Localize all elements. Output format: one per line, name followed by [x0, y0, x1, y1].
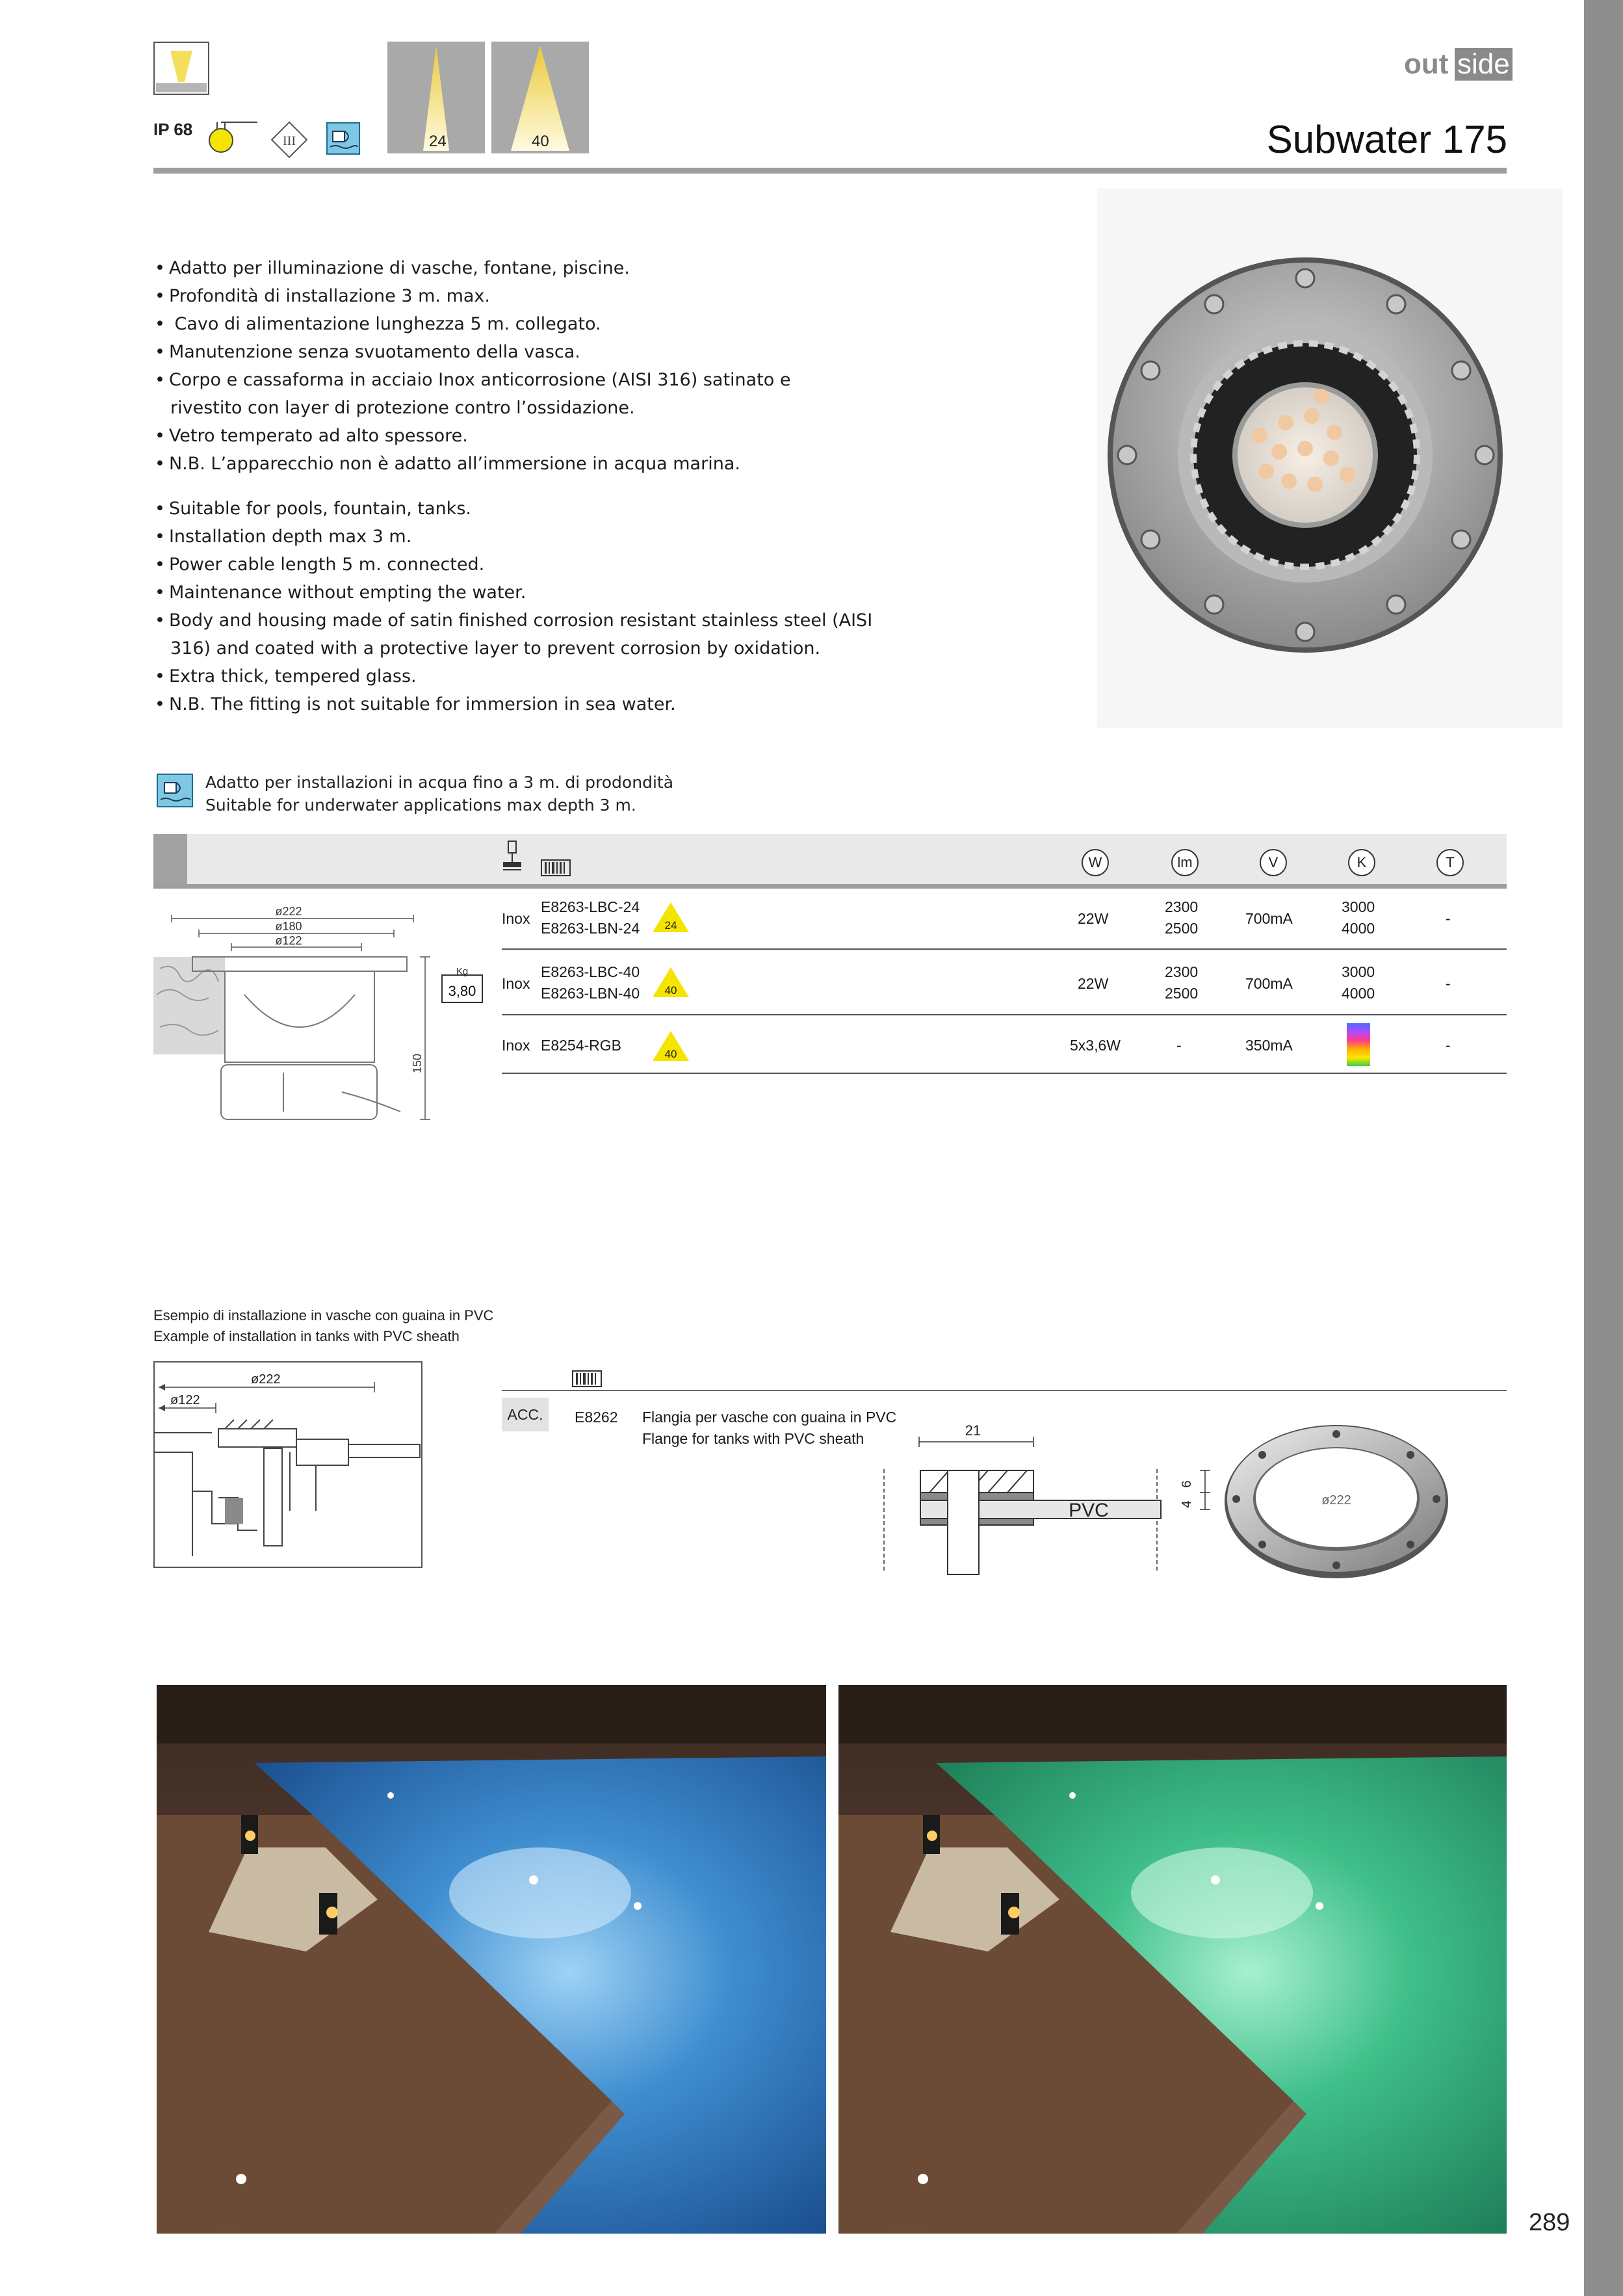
- weight-value: 3,80: [448, 983, 476, 999]
- material-icon: [500, 840, 525, 876]
- row1-watt: 22W: [1078, 910, 1109, 927]
- beam-24-label: 24: [429, 133, 447, 150]
- table-header-marker: [153, 834, 187, 884]
- acc-barcode-icon: [572, 1370, 602, 1387]
- weight-unit: Kg: [456, 966, 469, 977]
- row1-current: 700mA: [1245, 910, 1293, 927]
- accessory-desc-en: Flange for tanks with PVC sheath: [642, 1430, 864, 1447]
- accessory-desc: [642, 1407, 896, 1450]
- svg-text:III: III: [283, 134, 296, 148]
- row1-lumen-a: 2300: [1165, 898, 1199, 915]
- feature-en-1: • Suitable for pools, fountain, tanks.: [155, 495, 1000, 523]
- feature-it-2: • Profondità di installazione 3 m. max.: [155, 282, 805, 310]
- beam-40-box: [491, 42, 589, 153]
- row1-kelvin-b: 4000: [1342, 920, 1375, 937]
- row1-kelvin-a: 3000: [1342, 898, 1375, 915]
- table-header-rule: [153, 884, 1507, 889]
- pool-photo-blue: [157, 1685, 826, 2234]
- accessory-desc-it: Flangia per vasche con guaina in PVC: [642, 1409, 897, 1426]
- row2-code-a: E8263-LBC-40: [541, 963, 640, 980]
- install-d-outer: ø222: [251, 1372, 281, 1387]
- flange-dim-h2: 4: [1180, 1500, 1194, 1508]
- row3-current: 350mA: [1245, 1037, 1293, 1054]
- row1-code-b: E8263-LBN-24: [541, 920, 640, 937]
- feature-en-5: • Body and housing made of satin finished corrosion resistant stainless steel (AISI 316) and coated with a protective layer to prevent corrosion by oxidation.: [155, 607, 898, 662]
- features-italian: [155, 254, 805, 478]
- ip-rating: IP 68: [153, 120, 193, 139]
- row2-lumen-a: 2300: [1165, 963, 1199, 980]
- feature-it-6: • Vetro temperato ad alto spessore.: [155, 422, 805, 450]
- barcode-icon: [541, 859, 571, 876]
- flange-diameter: ø222: [1321, 1493, 1351, 1507]
- underwater-note-en: Suitable for underwater applications max depth 3 m.: [205, 796, 636, 815]
- row3-temp: -: [1446, 1037, 1451, 1054]
- feature-it-7: • N.B. L’apparecchio non è adatto all’immersione in acqua marina.: [155, 450, 805, 478]
- beam-24-box: [387, 42, 485, 153]
- header-rule: [153, 168, 1507, 174]
- installation-caption: [153, 1305, 493, 1347]
- installation-caption-en: Example of installation in tanks with PVC sheath: [153, 1328, 460, 1344]
- row2-lumen-b: 2500: [1165, 985, 1199, 1002]
- feature-en-6: • Extra thick, tempered glass.: [155, 662, 1000, 690]
- row1-lumen-b: 2500: [1165, 920, 1199, 937]
- feature-en-4: • Maintenance without empting the water.: [155, 579, 1000, 607]
- flange-dim-width: 21: [965, 1422, 981, 1439]
- row1-beam-badge: [651, 901, 690, 933]
- accessory-code: E8262: [575, 1409, 618, 1426]
- beam-40-label: 40: [532, 133, 549, 150]
- row2-kelvin-b: 4000: [1342, 985, 1375, 1002]
- accessory-label: ACC.: [502, 1398, 549, 1431]
- brand-out: out: [1404, 48, 1449, 80]
- header-lumen: lm: [1171, 849, 1199, 876]
- row1-rule: [502, 948, 1507, 950]
- install-d-inner: ø122: [170, 1393, 200, 1407]
- feature-en-3: • Power cable length 5 m. connected.: [155, 551, 1000, 579]
- row2-beam-badge: [651, 966, 690, 998]
- feature-it-4: • Manutenzione senza svuotamento della vasca.: [155, 338, 805, 366]
- row2-rule: [502, 1014, 1507, 1015]
- feature-it-5: • Corpo e cassaforma in acciaio Inox anticorrosione (AISI 316) satinato e rivestito con layer di protezione contro l’ossidazione.: [155, 366, 794, 422]
- rgb-color-swatch: [1347, 1023, 1370, 1066]
- row3-beam-badge: [651, 1030, 690, 1062]
- pool-photo-green: [838, 1685, 1507, 2234]
- row1-code-a: E8263-LBC-24: [541, 898, 640, 915]
- header-volt: V: [1260, 849, 1287, 876]
- header-temp: T: [1436, 849, 1464, 876]
- row2-current: 700mA: [1245, 975, 1293, 992]
- dim-d1: ø222: [275, 905, 302, 918]
- row2-material: Inox: [502, 975, 530, 992]
- row2-temp: -: [1446, 975, 1451, 992]
- dim-d3: ø122: [275, 934, 302, 947]
- row2-watt: 22W: [1078, 975, 1109, 992]
- side-bar: [1584, 0, 1623, 2296]
- header-kelvin: K: [1348, 849, 1375, 876]
- dim-d2: ø180: [275, 920, 302, 933]
- feature-it-1: • Adatto per illuminazione di vasche, fontane, piscine.: [155, 254, 805, 282]
- row3-beam: 40: [664, 1048, 677, 1060]
- row3-code: E8254-RGB: [541, 1037, 622, 1054]
- underwater-note-it: Adatto per installazioni in acqua fino a 3 m. di prodondità: [205, 773, 674, 792]
- feature-it-3: • Cavo di alimentazione lunghezza 5 m. collegato.: [155, 310, 805, 338]
- features-english: [155, 495, 1000, 718]
- insulation-class-iii-icon: [270, 121, 308, 159]
- product-photo: [1097, 189, 1563, 728]
- underwater-icon: [326, 122, 360, 155]
- dim-height: 150: [411, 1053, 424, 1074]
- brand-side: side: [1455, 48, 1513, 81]
- row2-beam: 40: [664, 984, 677, 997]
- row1-temp: -: [1446, 910, 1451, 927]
- row3-lumen: -: [1176, 1037, 1182, 1054]
- table-header-bar: [153, 834, 1507, 884]
- installation-drawing: [153, 1361, 422, 1568]
- row2-code-b: E8263-LBN-40: [541, 985, 640, 1002]
- pvc-label: PVC: [1069, 1500, 1109, 1521]
- underwater-note-icon: [157, 774, 193, 807]
- underwater-note: [205, 771, 673, 816]
- row3-rule: [502, 1073, 1507, 1074]
- header-watt: W: [1082, 849, 1109, 876]
- lamp-bulb-icon: [207, 118, 259, 156]
- row3-material: Inox: [502, 1037, 530, 1054]
- flange-section-drawing: [877, 1417, 1215, 1593]
- row1-beam: 24: [664, 919, 677, 932]
- flange-dim-h1: 6: [1180, 1480, 1194, 1488]
- row3-watt: 5x3,6W: [1070, 1037, 1121, 1054]
- brand-logo: [1404, 39, 1508, 85]
- flange-ring-photo: [1222, 1422, 1455, 1584]
- row2-kelvin-a: 3000: [1342, 963, 1375, 980]
- recessed-light-icon: [153, 42, 209, 95]
- row1-material: Inox: [502, 910, 530, 927]
- installation-caption-it: Esempio di installazione in vasche con guaina in PVC: [153, 1307, 494, 1324]
- technical-drawing: [153, 897, 498, 1138]
- page-title: Subwater 175: [1266, 118, 1507, 161]
- accessory-rule: [502, 1390, 1507, 1391]
- feature-en-2: • Installation depth max 3 m.: [155, 523, 1000, 551]
- page-number: 289: [1529, 2209, 1570, 2236]
- feature-en-7: • N.B. The fitting is not suitable for immersion in sea water.: [155, 690, 1000, 718]
